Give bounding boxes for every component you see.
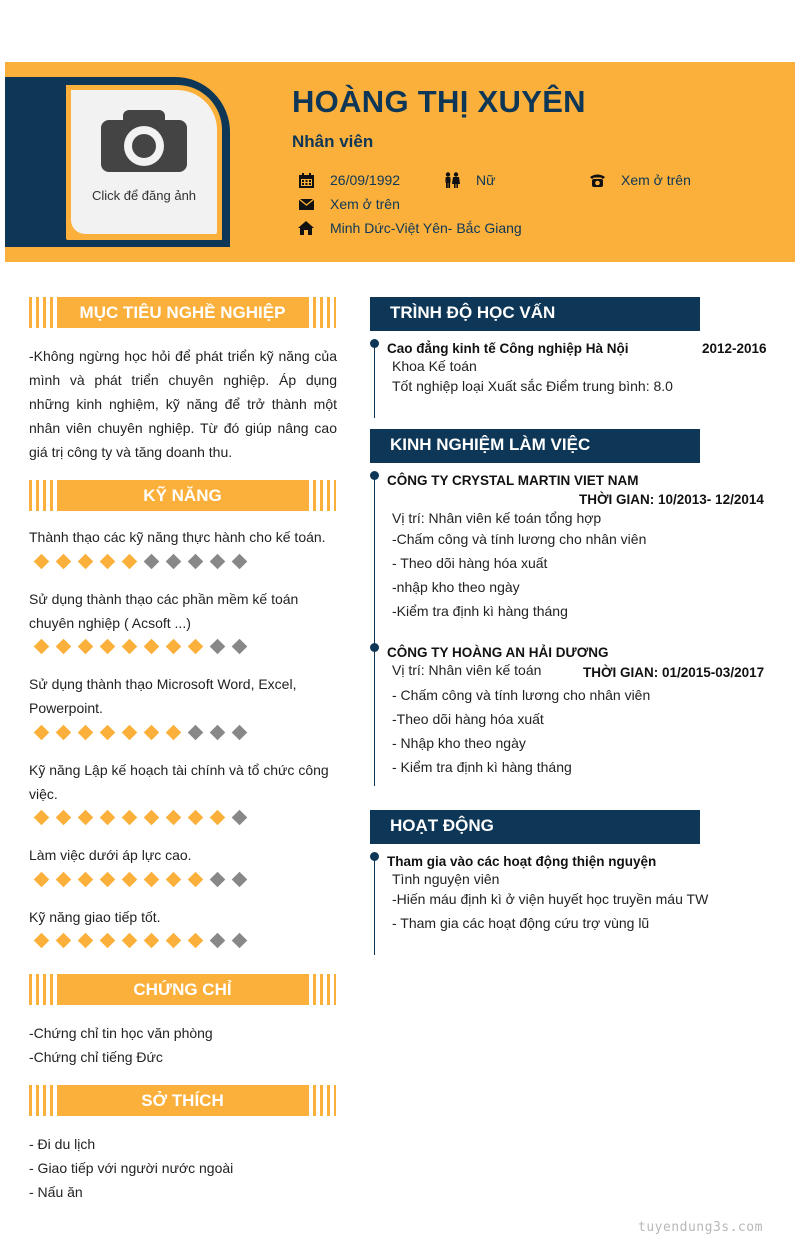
education-timeline	[374, 344, 375, 418]
job-task: - Theo dõi hàng hóa xuất	[392, 555, 548, 571]
activities-title: HOẠT ĐỘNG	[390, 816, 494, 835]
calendar-icon	[297, 172, 315, 188]
gender-row	[443, 172, 495, 188]
birthday-value: 26/09/1992	[330, 172, 401, 188]
job-position: Vị trí: Nhân viên kế toán tổng hợp	[392, 510, 602, 526]
timeline-dot	[370, 471, 379, 480]
skill-rating	[34, 932, 247, 949]
rating-diamond-empty	[188, 554, 204, 570]
job-task: - Kiểm tra định kì hàng tháng	[392, 759, 572, 775]
rating-diamond-filled	[188, 872, 204, 888]
objective-title: MỤC TIÊU NGHỀ NGHIỆP	[79, 303, 286, 322]
email-icon	[297, 196, 315, 212]
rating-diamond-filled	[78, 725, 94, 741]
job-company: CÔNG TY HOÀNG AN HẢI DƯƠNG	[387, 645, 609, 660]
rating-diamond-filled	[56, 725, 72, 741]
activity-item: - Tham gia các hoạt động cứu trợ vùng lũ	[392, 915, 650, 931]
rating-diamond-filled	[188, 639, 204, 655]
rating-diamond-filled	[188, 810, 204, 826]
rating-diamond-filled	[56, 554, 72, 570]
rating-diamond-filled	[78, 933, 94, 949]
skill-label: Sử dụng thành thạo Microsoft Word, Excel, Powerpoint.	[29, 676, 297, 716]
education-period: 2012-2016	[702, 341, 767, 356]
job-position: Vị trí: Nhân viên kế toán	[392, 662, 542, 678]
certificate-item: -Chứng chỉ tin học văn phòng	[29, 1025, 213, 1041]
skill-rating	[34, 724, 247, 741]
education-school: Cao đẳng kinh tế Công nghiệp Hà Nội	[387, 341, 629, 356]
certificates-header	[29, 974, 336, 1005]
rating-diamond-empty	[210, 933, 226, 949]
rating-diamond-empty	[232, 725, 248, 741]
photo-upload[interactable]	[71, 90, 217, 234]
activities-underline	[370, 842, 700, 844]
skills-title: KỸ NĂNG	[143, 486, 222, 505]
certificate-item: -Chứng chỉ tiếng Đức	[29, 1049, 163, 1065]
timeline-dot	[370, 852, 379, 861]
experience-underline	[370, 461, 700, 463]
job-period: THỜI GIAN: 10/2013- 12/2014	[579, 492, 764, 507]
address-value: Minh Dức-Việt Yên- Bắc Giang	[330, 220, 522, 236]
rating-diamond-empty	[232, 554, 248, 570]
experience-timeline	[374, 476, 375, 786]
gender-icon	[443, 172, 461, 188]
rating-diamond-empty	[166, 554, 182, 570]
email-value: Xem ở trên	[330, 196, 400, 212]
rating-diamond-filled	[78, 554, 94, 570]
activities-header	[370, 810, 700, 842]
rating-diamond-filled	[100, 933, 116, 949]
rating-diamond-filled	[34, 933, 50, 949]
skill-rating	[34, 809, 247, 826]
rating-diamond-filled	[34, 554, 50, 570]
skill-label: Làm việc dưới áp lực cao.	[29, 847, 192, 863]
phone-value: Xem ở trên	[621, 172, 691, 188]
rating-diamond-filled	[78, 872, 94, 888]
skill-rating	[34, 638, 247, 655]
rating-diamond-filled	[144, 872, 160, 888]
education-result: Tốt nghiệp loại Xuất sắc Điểm trung bình: 8.0	[392, 378, 673, 394]
rating-diamond-filled	[122, 872, 138, 888]
education-major: Khoa Kế toán	[392, 358, 477, 374]
rating-diamond-filled	[100, 810, 116, 826]
rating-diamond-filled	[100, 639, 116, 655]
rating-diamond-filled	[122, 639, 138, 655]
skill-label: Sử dụng thành thạo các phần mềm kế toán chuyên nghiệp ( Acsoft ...)	[29, 591, 299, 631]
skill-rating	[34, 553, 247, 570]
objective-header	[29, 297, 336, 328]
rating-diamond-filled	[144, 810, 160, 826]
rating-diamond-filled	[122, 725, 138, 741]
experience-title: KINH NGHIỆM LÀM VIỆC	[390, 435, 591, 454]
rating-diamond-filled	[56, 639, 72, 655]
activities-timeline	[374, 857, 375, 955]
objective-text: -Không ngừng học hỏi để phát triển kỹ năng của mình và phát triển chuyên nghiệp. Áp dụng những kinh nghiệm, kỹ năng để trở thành một nhân viên chuyên nghiệp. Từ đó giúp nâng cao giá trị công ty và tăng doanh thu.	[29, 348, 337, 460]
timeline-dot	[370, 339, 379, 348]
education-underline	[370, 329, 700, 331]
rating-diamond-filled	[166, 810, 182, 826]
rating-diamond-empty	[232, 810, 248, 826]
rating-diamond-empty	[210, 872, 226, 888]
skill-label: Thành thạo các kỹ năng thực hành cho kế toán.	[29, 529, 326, 545]
skill-label: Kỹ năng giao tiếp tốt.	[29, 909, 161, 925]
job-task: -Kiểm tra định kì hàng tháng	[392, 603, 568, 619]
education-title: TRÌNH ĐỘ HỌC VẤN	[390, 303, 556, 322]
skills-header	[29, 480, 336, 511]
rating-diamond-empty	[232, 933, 248, 949]
job-task: - Nhập kho theo ngày	[392, 735, 526, 751]
job-task: -Theo dõi hàng hóa xuất	[392, 711, 544, 727]
candidate-name: HOÀNG THỊ XUYÊN	[292, 84, 586, 119]
rating-diamond-filled	[166, 725, 182, 741]
job-task: -nhập kho theo ngày	[392, 579, 520, 595]
job-period: THỜI GIAN: 01/2015-03/2017	[583, 665, 765, 680]
job-task: - Chấm công và tính lương cho nhân viên	[392, 687, 651, 703]
rating-diamond-filled	[166, 933, 182, 949]
rating-diamond-filled	[34, 872, 50, 888]
hobby-item: - Nấu ăn	[29, 1184, 83, 1200]
activity-role: Tình nguyện viên	[392, 871, 500, 887]
phone-row	[588, 172, 691, 188]
phone-icon	[588, 172, 606, 188]
rating-diamond-empty	[232, 872, 248, 888]
rating-diamond-filled	[122, 933, 138, 949]
hobbies-title: SỞ THÍCH	[141, 1091, 224, 1110]
rating-diamond-filled	[56, 872, 72, 888]
rating-diamond-filled	[166, 872, 182, 888]
home-icon	[297, 220, 315, 236]
photo-caption: Click để đăng ảnh	[91, 188, 197, 203]
hobbies-header	[29, 1085, 336, 1116]
watermark: tuyendung3s.com	[638, 1220, 763, 1235]
rating-diamond-filled	[144, 639, 160, 655]
timeline-dot	[370, 643, 379, 652]
activity-name: Tham gia vào các hoạt động thiện nguyện	[387, 854, 657, 869]
email-row	[297, 196, 400, 212]
rating-diamond-empty	[210, 639, 226, 655]
hobby-item: - Đi du lịch	[29, 1136, 96, 1152]
rating-diamond-filled	[100, 872, 116, 888]
activity-item: -Hiến máu định kì ở viện huyết học truyền máu TW	[392, 891, 709, 907]
skill-rating	[34, 871, 247, 888]
rating-diamond-filled	[34, 639, 50, 655]
rating-diamond-empty	[210, 725, 226, 741]
rating-diamond-filled	[78, 810, 94, 826]
rating-diamond-filled	[210, 810, 226, 826]
rating-diamond-filled	[144, 933, 160, 949]
hobby-item: - Giao tiếp với người nước ngoài	[29, 1160, 234, 1176]
skill-label: Kỹ năng Lập kế hoạch tài chính và tổ chức công việc.	[29, 762, 329, 802]
rating-diamond-filled	[122, 810, 138, 826]
job-task: -Chấm công và tính lương cho nhân viên	[392, 531, 647, 547]
address-row	[297, 220, 522, 236]
rating-diamond-filled	[78, 639, 94, 655]
rating-diamond-filled	[100, 725, 116, 741]
job-company: CÔNG TY CRYSTAL MARTIN VIET NAM	[387, 473, 639, 488]
rating-diamond-filled	[100, 554, 116, 570]
experience-header	[370, 429, 700, 461]
certificates-title: CHỨNG CHỈ	[133, 980, 232, 999]
rating-diamond-empty	[210, 554, 226, 570]
birthday-row	[297, 172, 400, 188]
rating-diamond-empty	[232, 639, 248, 655]
candidate-role: Nhân viên	[292, 132, 374, 151]
rating-diamond-filled	[34, 810, 50, 826]
rating-diamond-filled	[188, 933, 204, 949]
rating-diamond-filled	[56, 933, 72, 949]
rating-diamond-filled	[144, 725, 160, 741]
rating-diamond-filled	[56, 810, 72, 826]
camera-icon	[101, 110, 187, 172]
rating-diamond-filled	[166, 639, 182, 655]
education-header	[370, 297, 700, 329]
rating-diamond-empty	[188, 725, 204, 741]
rating-diamond-filled	[122, 554, 138, 570]
rating-diamond-filled	[34, 725, 50, 741]
gender-value: Nữ	[476, 172, 496, 188]
rating-diamond-empty	[144, 554, 160, 570]
